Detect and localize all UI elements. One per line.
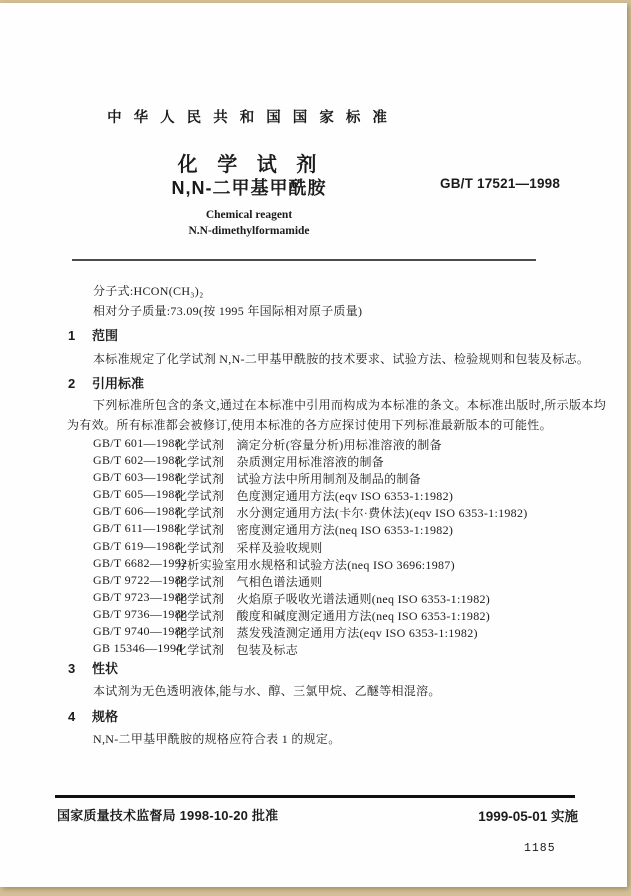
standard-title: 化学试剂 采样及验收规则	[175, 540, 323, 555]
reference-item	[93, 539, 528, 556]
standard-code: GB/T 9740—1988	[93, 624, 188, 639]
standard-title: 化学试剂 色度测定通用方法(eqv ISO 6353-1:1982)	[175, 489, 454, 504]
reference-item	[93, 436, 528, 453]
reference-item	[93, 470, 528, 487]
standard-code: GB/T 606—1988	[93, 504, 182, 519]
national-standard-heading: 中 华 人 民 共 和 国 国 家 标 准	[107, 110, 391, 126]
standard-code: GB/T 603—1988	[93, 470, 182, 485]
section-number: 2	[68, 376, 76, 391]
standard-code: GB/T 611—1988	[93, 521, 181, 536]
reference-item	[93, 487, 528, 504]
reference-item	[93, 624, 528, 641]
molecular-mass: 相对分子质量:73.09(按 1995 年国际相对原子质量)	[93, 304, 363, 318]
reference-item	[93, 590, 528, 607]
standard-title: 化学试剂 蒸发残渣测定通用方法(eqv ISO 6353-1:1982)	[175, 626, 478, 641]
reference-item	[93, 453, 528, 470]
standard-code: GB/T 9736—1988	[93, 606, 188, 621]
standard-title: 化学试剂 包装及标志	[175, 643, 299, 658]
section-heading-properties	[68, 658, 118, 677]
document-title-chinese: 化 学 试 剂	[177, 154, 321, 176]
section-title: 引用标准	[92, 376, 145, 391]
standard-title: 化学试剂 酸度和碱度测定通用方法(neq ISO 6353-1:1982)	[175, 608, 491, 623]
standard-code: GB/T 602—1988	[93, 453, 182, 468]
page-number: 1185	[524, 842, 556, 855]
standard-code: GB/T 601—1988	[93, 436, 182, 450]
standard-title: 化学试剂 试验方法中所用制剂及制品的制备	[175, 472, 422, 487]
reference-item	[93, 504, 528, 521]
section-number: 1	[68, 328, 76, 343]
reference-item	[93, 641, 528, 658]
reference-item	[93, 607, 528, 624]
standard-title: 化学试剂 密度测定通用方法(neq ISO 6353-1:1982)	[175, 523, 454, 538]
molecular-formula: 分子式:HCON(CH₃)₂	[93, 284, 204, 298]
reference-item	[93, 556, 528, 573]
reference-item	[93, 573, 528, 590]
standard-code: GB/T 9722—1988	[93, 572, 188, 587]
standard-title: 化学试剂 水分测定通用方法(卡尔·费休法)(eqv ISO 6353-1:1982)	[175, 506, 528, 521]
standard-code: GB 15346—1994	[93, 641, 183, 656]
section-heading-scope	[68, 325, 118, 344]
referenced-standards-list	[93, 436, 528, 658]
standard-code: GB/T 619—1988	[93, 538, 182, 553]
section-number: 3	[68, 661, 76, 676]
standard-code: GB/T 9723—1988	[93, 589, 188, 604]
standard-code: GB/T 6682—1992	[93, 555, 188, 570]
implementation-date: 1999-05-01 实施	[478, 809, 578, 824]
document-title-english: Chemical reagent	[205, 209, 293, 221]
scope-body: 本标准规定了化学试剂 N,N-二甲基甲酰胺的技术要求、试验方法、检验规则和包装及标志。	[93, 352, 590, 366]
document-page	[0, 3, 627, 887]
header-divider-line	[72, 259, 536, 261]
paragraph-line: 下列标准所包含的条文,通过在本标准中引用而构成为本标准的条文。本标准出版时,所示版本均	[93, 398, 607, 412]
section-title: 规格	[92, 709, 119, 724]
standard-code: GB/T 605—1988	[93, 487, 182, 502]
footer-divider-line	[55, 795, 575, 798]
references-intro-paragraph	[67, 395, 607, 435]
approval-statement: 国家质量技术监督局 1998-10-20 批准	[57, 808, 279, 823]
standard-number: GB/T 17521—1998	[440, 176, 561, 191]
standard-title: 化学试剂 火焰原子吸收光谱法通则(neq ISO 6353-1:1982)	[175, 591, 491, 606]
section-number: 4	[68, 709, 76, 724]
document-subtitle-chinese: N,N-二甲基甲酰胺	[171, 178, 327, 198]
standard-title: 分析实验室用水规格和试验方法(neq ISO 3696:1987)	[175, 557, 455, 572]
standard-title: 化学试剂 滴定分析(容量分析)用标准溶液的制备	[175, 438, 442, 452]
section-heading-specifications	[68, 706, 118, 725]
properties-body: 本试剂为无色透明液体,能与水、醇、三氯甲烷、乙醚等相混溶。	[93, 684, 441, 698]
section-title: 范围	[92, 328, 119, 343]
section-title: 性状	[92, 661, 119, 676]
section-heading-references	[68, 373, 144, 392]
document-subtitle-english: N.N-dimethylformamide	[188, 225, 310, 237]
specifications-body: N,N-二甲基甲酰胺的规格应符合表 1 的规定。	[93, 732, 341, 746]
standard-title: 化学试剂 杂质测定用标准溶液的制备	[175, 455, 385, 470]
standard-title: 化学试剂 气相色谱法通则	[175, 574, 323, 589]
reference-item	[93, 521, 528, 538]
paragraph-line: 为有效。所有标准都会被修订,使用本标准的各方应探讨使用下列标准最新版本的可能性。	[67, 418, 553, 432]
